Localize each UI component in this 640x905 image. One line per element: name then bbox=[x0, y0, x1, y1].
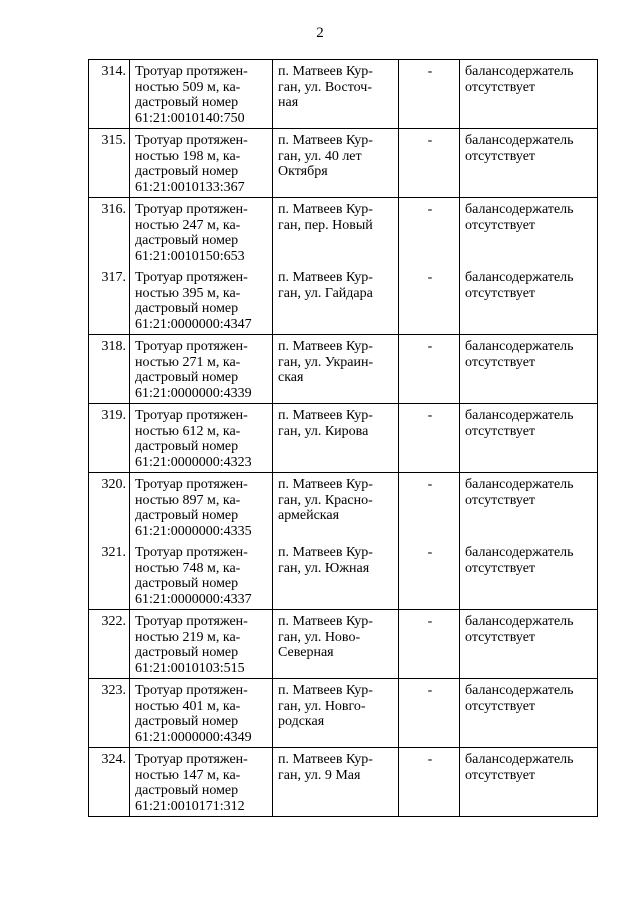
balance-holder: балансодержатель отсутствует bbox=[460, 541, 598, 610]
table-row bbox=[89, 679, 598, 748]
row-number: 314. bbox=[89, 60, 130, 129]
balance-holder: балансодержатель отсутствует bbox=[460, 404, 598, 473]
object-address: п. Матвеев Кур- ган, ул. Гайдара bbox=[273, 266, 399, 335]
row-number: 321. bbox=[89, 541, 130, 610]
object-address: п. Матвеев Кур- ган, ул. 40 лет Октября bbox=[273, 129, 399, 198]
balance-holder: балансодержатель отсутствует bbox=[460, 679, 598, 748]
object-address: п. Матвеев Кур- ган, ул. Кирова bbox=[273, 404, 399, 473]
owner-cell: - bbox=[399, 610, 460, 679]
object-description: Тротуар протяжен- ностью 897 м, ка- дастровый номер 61:21:0000000:4335 bbox=[130, 473, 273, 542]
object-description: Тротуар протяжен- ностью 271 м, ка- дастровый номер 61:21:0000000:4339 bbox=[130, 335, 273, 404]
registry-table-body bbox=[89, 60, 598, 817]
row-number: 316. bbox=[89, 198, 130, 267]
balance-holder: балансодержатель отсутствует bbox=[460, 610, 598, 679]
owner-cell: - bbox=[399, 679, 460, 748]
table-row bbox=[89, 198, 598, 267]
balance-holder: балансодержатель отсутствует bbox=[460, 60, 598, 129]
row-number: 322. bbox=[89, 610, 130, 679]
owner-cell: - bbox=[399, 335, 460, 404]
row-number: 323. bbox=[89, 679, 130, 748]
row-number: 318. bbox=[89, 335, 130, 404]
row-number: 320. bbox=[89, 473, 130, 542]
object-description: Тротуар протяжен- ностью 219 м, ка- дастровый номер 61:21:0010103:515 bbox=[130, 610, 273, 679]
owner-cell: - bbox=[399, 404, 460, 473]
table-row bbox=[89, 335, 598, 404]
row-number: 315. bbox=[89, 129, 130, 198]
table-row bbox=[89, 473, 598, 542]
balance-holder: балансодержатель отсутствует bbox=[460, 266, 598, 335]
object-address: п. Матвеев Кур- ган, пер. Новый bbox=[273, 198, 399, 267]
table-row bbox=[89, 404, 598, 473]
balance-holder: балансодержатель отсутствует bbox=[460, 198, 598, 267]
table-row bbox=[89, 748, 598, 817]
object-description: Тротуар протяжен- ностью 395 м, ка- дастровый номер 61:21:0000000:4347 bbox=[130, 266, 273, 335]
table-row bbox=[89, 129, 598, 198]
object-address: п. Матвеев Кур- ган, ул. Украин- ская bbox=[273, 335, 399, 404]
balance-holder: балансодержатель отсутствует bbox=[460, 335, 598, 404]
owner-cell: - bbox=[399, 198, 460, 267]
object-address: п. Матвеев Кур- ган, ул. 9 Мая bbox=[273, 748, 399, 817]
object-address: п. Матвеев Кур- ган, ул. Восточ- ная bbox=[273, 60, 399, 129]
object-description: Тротуар протяжен- ностью 147 м, ка- дастровый номер 61:21:0010171:312 bbox=[130, 748, 273, 817]
owner-cell: - bbox=[399, 541, 460, 610]
table-row bbox=[89, 60, 598, 129]
object-address: п. Матвеев Кур- ган, ул. Ново- Северная bbox=[273, 610, 399, 679]
object-description: Тротуар протяжен- ностью 198 м, ка- дастровый номер 61:21:0010133:367 bbox=[130, 129, 273, 198]
page-number: 2 bbox=[316, 25, 324, 41]
owner-cell: - bbox=[399, 129, 460, 198]
row-number: 317. bbox=[89, 266, 130, 335]
balance-holder: балансодержатель отсутствует bbox=[460, 129, 598, 198]
owner-cell: - bbox=[399, 473, 460, 542]
object-address: п. Матвеев Кур- ган, ул. Красно- армейская bbox=[273, 473, 399, 542]
registry-table bbox=[88, 59, 598, 817]
table-row bbox=[89, 541, 598, 610]
balance-holder: балансодержатель отсутствует bbox=[460, 748, 598, 817]
table-row bbox=[89, 266, 598, 335]
owner-cell: - bbox=[399, 266, 460, 335]
object-description: Тротуар протяжен- ностью 401 м, ка- дастровый номер 61:21:0000000:4349 bbox=[130, 679, 273, 748]
object-description: Тротуар протяжен- ностью 247 м, ка- дастровый номер 61:21:0010150:653 bbox=[130, 198, 273, 267]
object-description: Тротуар протяжен- ностью 612 м, ка- дастровый номер 61:21:0000000:4323 bbox=[130, 404, 273, 473]
owner-cell: - bbox=[399, 748, 460, 817]
row-number: 324. bbox=[89, 748, 130, 817]
object-description: Тротуар протяжен- ностью 748 м, ка- дастровый номер 61:21:0000000:4337 bbox=[130, 541, 273, 610]
object-address: п. Матвеев Кур- ган, ул. Новго- родская bbox=[273, 679, 399, 748]
object-description: Тротуар протяжен- ностью 509 м, ка- дастровый номер 61:21:0010140:750 bbox=[130, 60, 273, 129]
object-address: п. Матвеев Кур- ган, ул. Южная bbox=[273, 541, 399, 610]
owner-cell: - bbox=[399, 60, 460, 129]
balance-holder: балансодержатель отсутствует bbox=[460, 473, 598, 542]
row-number: 319. bbox=[89, 404, 130, 473]
table-row bbox=[89, 610, 598, 679]
